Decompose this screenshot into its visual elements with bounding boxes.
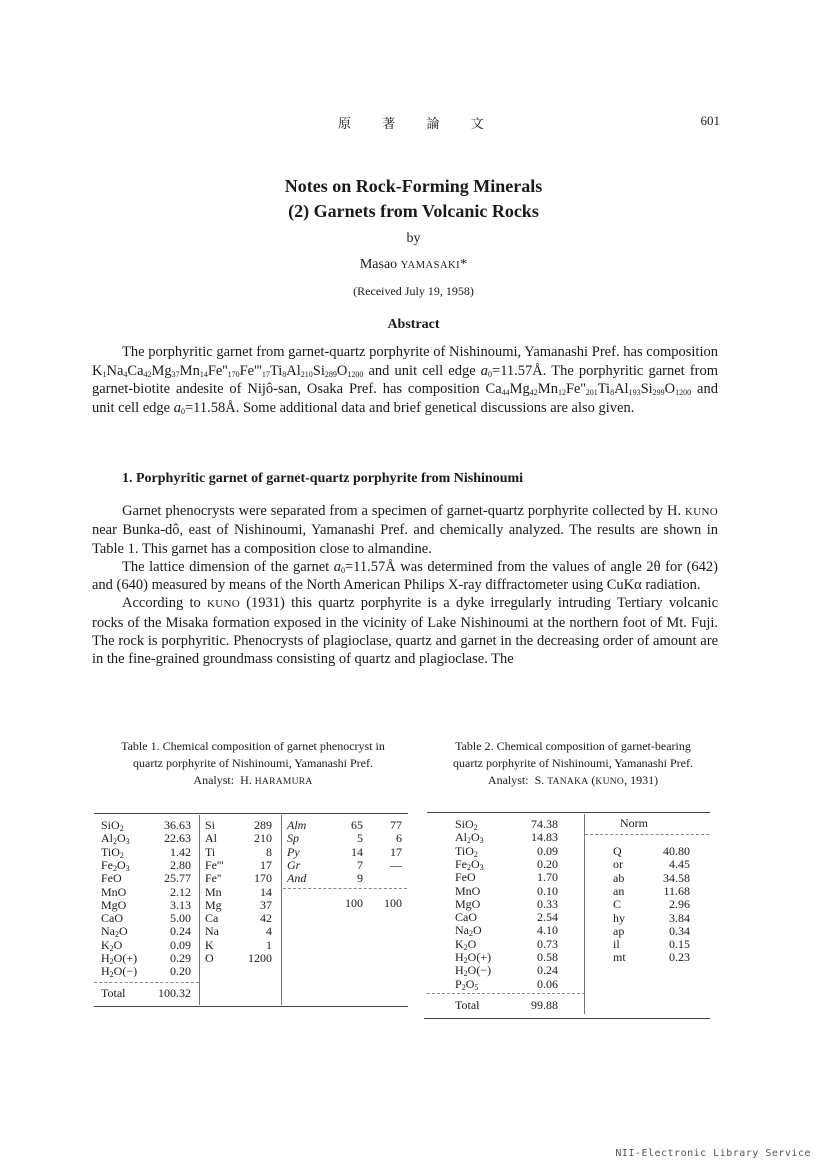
oxide-value: 3.13 [170,897,191,912]
atom-label: Ti [205,844,216,859]
table1-analyst: Analyst: H. HARAMURA [193,773,313,787]
oxide-label-mno: MnO [455,883,481,898]
norm-mineral-label: an [613,883,625,898]
end-member-label: And [287,871,307,886]
oxide-label-sio2: SiO$_2$ [455,817,478,832]
abstract-text: The porphyritic garnet from garnet-quartz porphyrite of Nishinoumi, Yamanashi Pref. has composition [122,344,718,360]
table2-total-rule [427,993,585,994]
table1-top-rule [94,813,408,814]
oxide-value: 0.06 [537,976,558,991]
end-member-value: 65 [351,818,363,832]
end-member-value: 9 [357,871,363,886]
oxide-label-cao: CaO [101,911,123,926]
oxide-label-h2o-plus: $H_2O(+)$ [101,951,138,966]
abstract-text: and unit cell edge [92,381,718,416]
oxide-value: 14.83 [531,830,558,845]
norm-value: 3.84 [669,910,690,925]
paper-title-line2: (2) Garnets from Volcanic Rocks [288,201,539,221]
page-header [0,113,827,133]
atom-label: Si [205,818,216,832]
end-member-value: 77 [390,818,402,832]
atom-label: K [205,937,214,952]
table2-top-rule [427,812,710,813]
table1-caption-text: Table 1. Chemical composition of garnet phenocryst in quartz porphyrite of Nishinoumi, Yamanashi Pref. [121,739,385,770]
atom-label: Fe'' [205,871,222,886]
paragraph-text: (1931) this quartz porphyrite is a dyke irregularly intruding Tertiary volcanic rocks of the Misaka formation exposed in the vicinity of Lake Nishinoumi at the northern foot of Mt. Fuji. The rock is porphyritic. Phenocrysts of plagioclase, quartz and garnet in the decreasing order of amount are in the fine-grained groundmass consisting of quartz and plagioclase. The [92,595,719,668]
oxide-value: 1.70 [537,870,558,885]
table1-caption [108,738,398,791]
end-member-value: 6 [396,831,402,846]
atom-value: 170 [254,871,272,886]
oxide-label-al2o3: $Al_2O_3$ [455,830,484,846]
oxide-label-mgo: MgO [455,896,481,911]
oxide-value: 0.29 [170,951,191,965]
oxide-label-tio2: TiO$_2$ [455,843,478,859]
oxide-label-na2o: $Na_2O$ [455,923,482,939]
atom-value: 1200 [248,951,272,965]
abstract-text: =11.58Å. Some additional data and brief genetical discussions are also given. [184,399,635,416]
atom-label: O [205,951,214,965]
byline: by [406,231,421,246]
atom-value: 8 [266,844,272,859]
total-value: 100.32 [158,986,191,1000]
symbol-a0: a [480,362,489,379]
table1-total-rule [94,982,199,983]
norm-mineral-label: hy [613,910,625,925]
oxide-value: 2.80 [170,857,191,872]
oxide-label-cao: CaO [455,910,477,925]
oxide-value: 2.54 [537,910,558,925]
table2-analyst: Analyst: S. TANAKA (KUNO, 1931) [487,773,659,787]
norm-value: 0.34 [669,923,690,938]
table2-norm-rule [585,834,709,835]
formula-garnet-1: $K_1Na_4Ca_{42}Mg_{37}Mn_{14}Fe''_{170}Fe'''_{17}Ti_8Al_{210}Si_{289}O_{1200}$ [92,362,364,379]
total-label: Total [101,986,126,1000]
author [0,257,827,273]
end-member-value: 14 [351,844,363,859]
atom-value: 14 [260,884,272,899]
paragraph-text: Garnet phenocrysts were separated from a specimen of garnet-quartz porphyrite collected by H. [122,503,686,519]
oxide-label-feo: FeO [101,871,122,886]
atom-value: 4 [266,924,272,939]
norm-value: 34.58 [663,870,690,885]
body-text: Garnet phenocrysts were separated from a specimen of garnet-quartz porphyrite collected by H. KUNO near Bunka-dô, east of Nishinoumi, Yamanashi Pref. and chemically analyzed. The results are shown in Table 1. This garnet has a composition close to almandine. The lattice dimension of the garnet $a_0=11.57Å$ was determined from the values of angle 2θ for (642) and (640) measured by means of the North American Philips X-ray diffractometer using CuKα radiation. According to KUNO (1931) this quartz porphyrite is a dyke irregularly intruding Tertiary volcanic rocks of the Misaka formation exposed in the vicinity of Lake Nishinoumi at the northern foot of Mt. Fuji. The rock is porphyritic. Phenocrysts of plagioclase, quartz and garnet in the decreasing order of amount are in the fine-grained groundmass consisting of quartz and plagioclase. The [92,503,719,668]
norm-value: 4.45 [669,857,690,872]
paragraph-text: near Bunka-dô, east of Nishinoumi, Yamanashi Pref. and chemically analyzed. The results are shown in Table 1. This garnet has a composition close to almandine. [92,522,718,557]
atom-value: 210 [254,831,272,846]
oxide-label-k2o: $K_2O$ [101,937,123,953]
oxide-value: 0.24 [170,924,191,939]
received-date: (Received July 19, 1958) [353,284,474,298]
name-kuno: KUNO [206,598,240,611]
norm-value: 2.96 [669,897,690,912]
symbol-a0: a [333,558,341,575]
end-member-sum: 100 [345,896,363,910]
atom-label: Mg [205,897,222,912]
atom-value: 289 [254,818,272,832]
table1-column-divider [281,815,282,1005]
author-given-name: Masao [359,257,398,272]
end-member-label: Py [287,844,300,859]
norm-value: 40.80 [663,844,690,858]
paragraph-text: According to [122,595,207,612]
oxide-value: 4.10 [537,923,558,938]
norm-mineral-label: ab [613,870,625,885]
end-member-value: — [390,857,402,872]
oxide-label-h2o-minus: $H_2O(-)$ [101,964,138,980]
end-member-value: 7 [357,857,363,872]
end-member-label: Sp [287,831,299,846]
formula-garnet-2: $Ca_{44}Mg_{42}Mn_{12}Fe''_{201}Ti_8Al_{193}Si_{299}O_{1200}$ [485,381,692,397]
norm-mineral-label: Q [613,844,622,858]
oxide-value: 0.73 [537,936,558,951]
oxide-label-h2o-plus: $H_2O(+)$ [455,950,492,965]
end-member-label: Alm [287,818,307,832]
end-member-value: 17 [390,844,402,859]
oxide-value: 1.42 [170,844,191,859]
table1-sum-rule [283,888,407,889]
atom-label: Mn [205,884,222,899]
norm-value: 0.23 [669,950,690,965]
oxide-label-mno: MnO [101,884,127,899]
oxide-value: 0.09 [537,843,558,858]
abstract: The porphyritic garnet from garnet-quartz porphyrite of Nishinoumi, Yamanashi Pref. has composition $K_1Na_4Ca_{42}Mg_{37}Mn_{14}Fe''_{170}Fe'''_{17}Ti_8Al_{210}Si_{289}O_{1200}$ and unit cell edge $a_0=11.57Å$. The porphyritic garnet from garnet-biotite andesite of Nijô-san, Osaka Pref. has composition $Ca_{44}Mg_{42}Mn_{12}Fe''_{201}Ti_8Al_{193}Si_{299}O_{1200}$ and unit cell edge $a_0=11.58Å$. Some additional data and brief genetical discussions are also given. [92,344,718,416]
abstract-text: and unit cell edge [363,362,481,379]
paragraph-text: The lattice dimension of the garnet [122,558,334,575]
norm-value: 0.15 [669,937,690,952]
oxide-value: 0.20 [537,856,558,871]
table1-column-divider [199,815,200,1005]
oxide-label-k2o: $K_2O$ [455,936,477,952]
abstract-heading: Abstract [387,317,440,332]
oxide-label-tio2: TiO$_2$ [101,844,124,860]
oxide-value: 0.20 [170,964,191,979]
atom-value: 1 [266,937,272,952]
oxide-value: 25.77 [164,871,191,886]
table2-bottom-rule [424,1018,710,1019]
oxide-value: 5.00 [170,911,191,926]
page-number: 601 [700,113,720,128]
norm-heading: Norm [620,816,648,830]
footer-credit: NII-Electronic Library Service [615,1148,811,1159]
oxide-value: 0.24 [537,963,558,978]
oxide-label-na2o: $Na_2O$ [101,924,128,940]
oxide-label-p2o5: $P_2O_5$ [455,976,479,992]
oxide-label-fe2o3: $Fe_2O_3$ [101,857,130,873]
oxide-label-sio2: SiO$_2$ [101,818,124,833]
atom-label: Na [205,924,219,939]
oxide-value: 2.12 [170,884,191,899]
end-member-sum: 100 [384,896,402,910]
total-label: Total [455,998,480,1012]
oxide-value: 36.63 [164,818,191,832]
oxide-label-al2o3: $Al_2O_3$ [101,831,130,847]
paper-title-line1: Notes on Rock-Forming Minerals [284,176,543,196]
atom-label: Al [205,831,217,846]
total-value: 99.88 [531,998,558,1012]
atom-label: Fe''' [205,857,224,872]
table2-caption [448,738,698,791]
oxide-value: 74.38 [531,817,558,831]
norm-mineral-label: ap [613,923,625,938]
oxide-label-feo: FeO [455,870,476,885]
end-member-label: Gr [287,857,301,872]
paragraph-text: =11.57Å was determined from the values of angle 2θ for (642) and (640) measured by means of the North American Philips X-ray diffractometer using CuKα radiation. [92,558,718,594]
norm-mineral-label: il [613,937,620,952]
table1-bottom-rule [94,1006,408,1007]
oxide-label-h2o-minus: $H_2O(-)$ [455,963,492,979]
norm-mineral-label: C [613,897,622,912]
oxide-value: 22.63 [164,831,191,846]
atom-label: Ca [205,911,219,926]
oxide-value: 0.10 [537,883,558,898]
author-family-name: YAMASAKI [400,260,461,271]
norm-value: 11.68 [663,883,690,898]
author-footnote-mark: * [460,257,468,272]
journal-section-label: 原 著 論 文 [338,116,498,131]
end-member-value: 5 [357,831,363,846]
atom-value: 17 [260,857,272,872]
oxide-label-mgo: MgO [101,897,127,912]
norm-mineral-label: or [613,857,623,872]
table2-column-divider [584,814,585,1014]
atom-value: 37 [260,897,272,912]
section-heading: 1. Porphyritic garnet of garnet-quartz porphyrite from Nishinoumi [122,471,524,486]
name-kuno: KUNO [685,506,718,518]
symbol-a0: a [173,399,181,416]
oxide-value: 0.09 [170,937,191,952]
table2-caption-text: Table 2. Chemical composition of garnet-bearing quartz porphyrite of Nishinoumi, Yamanashi Pref. [453,739,693,770]
oxide-value: 0.58 [537,950,558,964]
norm-mineral-label: mt [613,950,626,965]
abstract-text: =11.57Å. The porphyritic garnet from garnet-biotite andesite of Nijô-san, Osaka Pref. has composition [92,362,718,397]
atom-value: 42 [260,911,272,926]
oxide-label-fe2o3: $Fe_2O_3$ [455,856,484,872]
oxide-value: 0.33 [537,896,558,911]
